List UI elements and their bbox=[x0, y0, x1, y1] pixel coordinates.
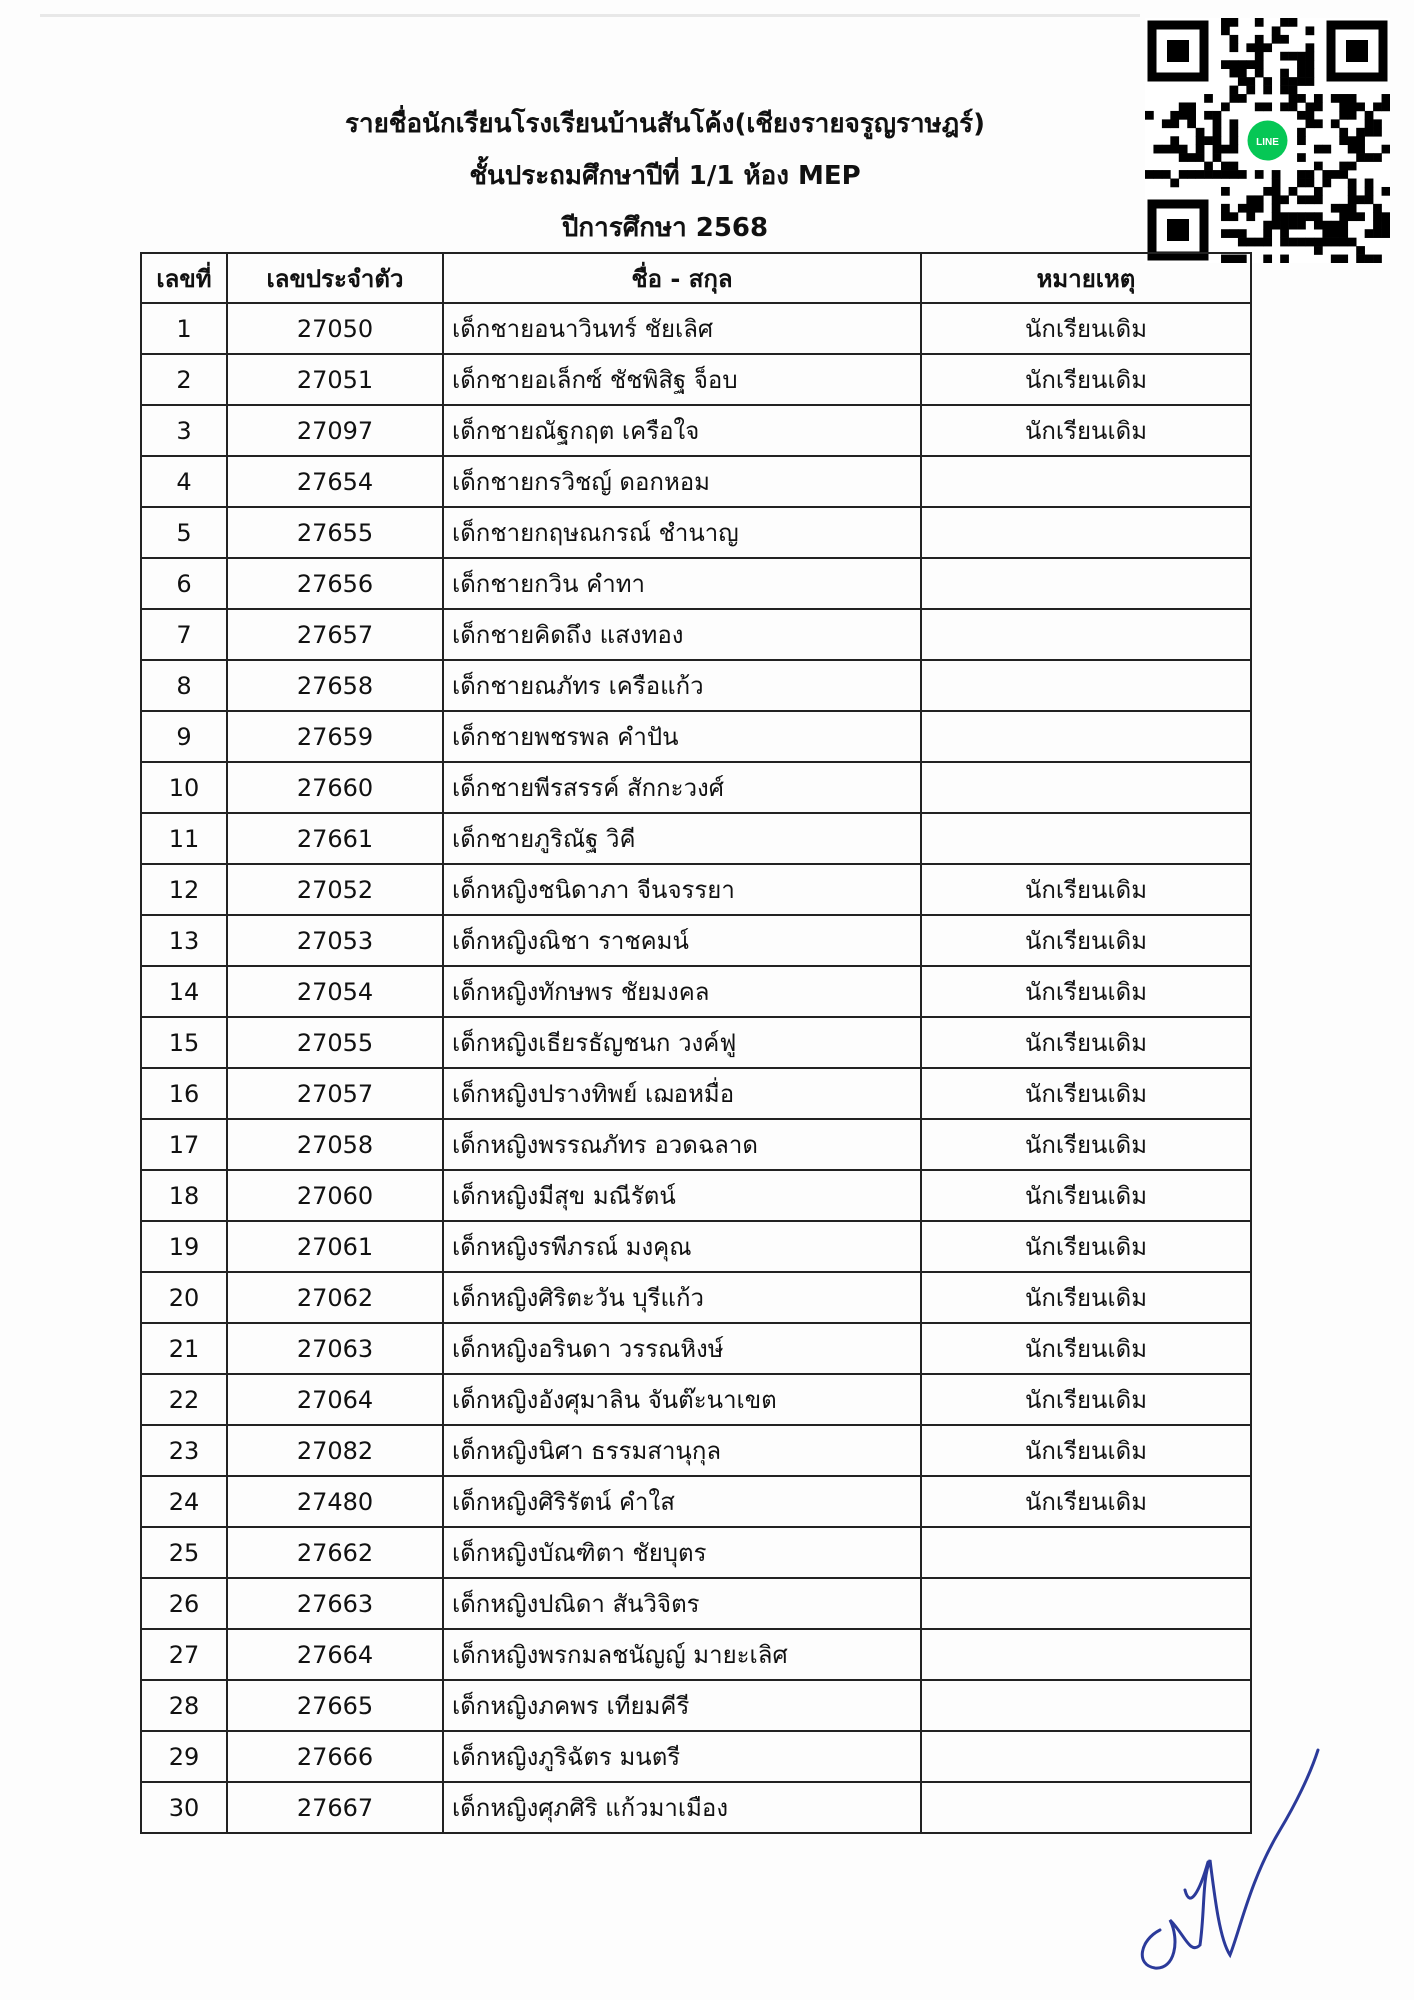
column-header-name: ชื่อ - สกุล bbox=[443, 253, 921, 303]
row-remark bbox=[921, 1578, 1251, 1629]
row-student-name: เด็กหญิงปณิดา สันวิจิตร bbox=[443, 1578, 921, 1629]
row-student-name: เด็กหญิงปรางทิพย์ เฌอหมื่อ bbox=[443, 1068, 921, 1119]
row-number: 21 bbox=[141, 1323, 227, 1374]
row-number: 4 bbox=[141, 456, 227, 507]
row-remark bbox=[921, 558, 1251, 609]
line-logo-text: LINE bbox=[1256, 137, 1279, 148]
row-student-id: 27659 bbox=[227, 711, 443, 762]
row-student-name: เด็กชายภูริณัฐ วิคี bbox=[443, 813, 921, 864]
row-number: 28 bbox=[141, 1680, 227, 1731]
row-remark: นักเรียนเดิม bbox=[921, 1119, 1251, 1170]
row-student-id: 27655 bbox=[227, 507, 443, 558]
table-row bbox=[141, 1680, 1251, 1731]
row-student-name: เด็กชายณภัทร เครือแก้ว bbox=[443, 660, 921, 711]
row-number: 24 bbox=[141, 1476, 227, 1527]
row-student-id: 27667 bbox=[227, 1782, 443, 1833]
row-student-id: 27480 bbox=[227, 1476, 443, 1527]
row-remark: นักเรียนเดิม bbox=[921, 1170, 1251, 1221]
table-row bbox=[141, 1731, 1251, 1782]
row-student-name: เด็กหญิงรพีภรณ์ มงคุณ bbox=[443, 1221, 921, 1272]
table-row bbox=[141, 660, 1251, 711]
row-student-id: 27662 bbox=[227, 1527, 443, 1578]
row-remark bbox=[921, 1527, 1251, 1578]
document-header bbox=[200, 98, 1130, 254]
table-row bbox=[141, 915, 1251, 966]
row-student-name: เด็กหญิงภูริฉัตร มนตรี bbox=[443, 1731, 921, 1782]
row-number: 22 bbox=[141, 1374, 227, 1425]
row-number: 12 bbox=[141, 864, 227, 915]
row-number: 15 bbox=[141, 1017, 227, 1068]
row-student-name: เด็กหญิงบัณฑิตา ชัยบุตร bbox=[443, 1527, 921, 1578]
row-student-name: เด็กหญิงพรรณภัทร อวดฉลาด bbox=[443, 1119, 921, 1170]
row-remark: นักเรียนเดิม bbox=[921, 1323, 1251, 1374]
table-row bbox=[141, 507, 1251, 558]
row-student-id: 27060 bbox=[227, 1170, 443, 1221]
scan-edge bbox=[40, 14, 1140, 17]
row-student-name: เด็กหญิงศิริรัตน์ คำใส bbox=[443, 1476, 921, 1527]
row-remark: นักเรียนเดิม bbox=[921, 1221, 1251, 1272]
row-student-id: 27054 bbox=[227, 966, 443, 1017]
row-remark: นักเรียนเดิม bbox=[921, 354, 1251, 405]
row-number: 17 bbox=[141, 1119, 227, 1170]
table-row bbox=[141, 1425, 1251, 1476]
row-student-id: 27658 bbox=[227, 660, 443, 711]
row-student-name: เด็กชายพีรสรรค์ สักกะวงศ์ bbox=[443, 762, 921, 813]
row-number: 30 bbox=[141, 1782, 227, 1833]
table-row bbox=[141, 1374, 1251, 1425]
row-student-id: 27097 bbox=[227, 405, 443, 456]
document-title: รายชื่อนักเรียนโรงเรียนบ้านสันโค้ง(เชียงรายจรูญราษฎร์) bbox=[345, 109, 985, 139]
row-student-name: เด็กชายพชรพล คำปัน bbox=[443, 711, 921, 762]
row-student-name: เด็กหญิงนิศา ธรรมสานุกุล bbox=[443, 1425, 921, 1476]
row-student-name: เด็กหญิงณิชา ราชคมน์ bbox=[443, 915, 921, 966]
row-student-id: 27058 bbox=[227, 1119, 443, 1170]
table-row bbox=[141, 711, 1251, 762]
row-number: 29 bbox=[141, 1731, 227, 1782]
row-student-id: 27654 bbox=[227, 456, 443, 507]
row-student-id: 27082 bbox=[227, 1425, 443, 1476]
row-student-name: เด็กหญิงอรินดา วรรณหิงษ์ bbox=[443, 1323, 921, 1374]
row-number: 19 bbox=[141, 1221, 227, 1272]
row-number: 7 bbox=[141, 609, 227, 660]
row-number: 13 bbox=[141, 915, 227, 966]
row-remark: นักเรียนเดิม bbox=[921, 966, 1251, 1017]
row-remark: นักเรียนเดิม bbox=[921, 405, 1251, 456]
row-student-id: 27660 bbox=[227, 762, 443, 813]
table-row bbox=[141, 558, 1251, 609]
row-student-name: เด็กหญิงศุภศิริ แก้วมาเมือง bbox=[443, 1782, 921, 1833]
row-student-id: 27664 bbox=[227, 1629, 443, 1680]
row-student-name: เด็กหญิงเธียรธัญชนก วงค์ฟู bbox=[443, 1017, 921, 1068]
row-number: 8 bbox=[141, 660, 227, 711]
row-student-id: 27061 bbox=[227, 1221, 443, 1272]
row-student-name: เด็กชายกรวิชญ์ ดอกหอม bbox=[443, 456, 921, 507]
row-number: 16 bbox=[141, 1068, 227, 1119]
column-header-remark: หมายเหตุ bbox=[921, 253, 1251, 303]
table-row bbox=[141, 1629, 1251, 1680]
row-number: 25 bbox=[141, 1527, 227, 1578]
column-header-number: เลขที่ bbox=[141, 253, 227, 303]
row-remark bbox=[921, 711, 1251, 762]
row-remark: นักเรียนเดิม bbox=[921, 864, 1251, 915]
table-row bbox=[141, 456, 1251, 507]
row-student-id: 27661 bbox=[227, 813, 443, 864]
row-number: 27 bbox=[141, 1629, 227, 1680]
table-row bbox=[141, 1068, 1251, 1119]
table-row bbox=[141, 762, 1251, 813]
row-remark: นักเรียนเดิม bbox=[921, 1425, 1251, 1476]
row-number: 10 bbox=[141, 762, 227, 813]
row-remark: นักเรียนเดิม bbox=[921, 1476, 1251, 1527]
student-roster-table bbox=[140, 252, 1252, 1834]
table-row bbox=[141, 1119, 1251, 1170]
row-student-id: 27064 bbox=[227, 1374, 443, 1425]
row-student-name: เด็กชายณัฐกฤต เครือใจ bbox=[443, 405, 921, 456]
row-remark bbox=[921, 507, 1251, 558]
table-header-row bbox=[141, 253, 1251, 303]
row-remark: นักเรียนเดิม bbox=[921, 303, 1251, 354]
row-remark: นักเรียนเดิม bbox=[921, 1374, 1251, 1425]
row-number: 11 bbox=[141, 813, 227, 864]
table-row bbox=[141, 609, 1251, 660]
row-remark: นักเรียนเดิม bbox=[921, 915, 1251, 966]
row-remark bbox=[921, 1680, 1251, 1731]
table-row bbox=[141, 354, 1251, 405]
row-student-name: เด็กหญิงมีสุข มณีรัตน์ bbox=[443, 1170, 921, 1221]
row-student-name: เด็กชายอนาวินทร์ ชัยเลิศ bbox=[443, 303, 921, 354]
row-student-id: 27055 bbox=[227, 1017, 443, 1068]
table-row bbox=[141, 966, 1251, 1017]
row-remark bbox=[921, 456, 1251, 507]
row-student-name: เด็กชายกวิน คำทา bbox=[443, 558, 921, 609]
table-row bbox=[141, 1017, 1251, 1068]
row-student-name: เด็กหญิงอังศุมาลิน จันต๊ะนาเขต bbox=[443, 1374, 921, 1425]
table-row bbox=[141, 813, 1251, 864]
row-student-id: 27053 bbox=[227, 915, 443, 966]
row-remark bbox=[921, 762, 1251, 813]
academic-year: ปีการศึกษา 2568 bbox=[561, 213, 769, 243]
table-row bbox=[141, 864, 1251, 915]
row-student-name: เด็กหญิงภคพร เทียมคีรี bbox=[443, 1680, 921, 1731]
row-student-id: 27057 bbox=[227, 1068, 443, 1119]
row-number: 14 bbox=[141, 966, 227, 1017]
row-student-id: 27052 bbox=[227, 864, 443, 915]
row-number: 9 bbox=[141, 711, 227, 762]
row-student-id: 27663 bbox=[227, 1578, 443, 1629]
table-row bbox=[141, 1782, 1251, 1833]
row-remark bbox=[921, 813, 1251, 864]
row-student-id: 27657 bbox=[227, 609, 443, 660]
handwritten-signature-icon bbox=[1130, 1740, 1330, 1980]
row-remark: นักเรียนเดิม bbox=[921, 1068, 1251, 1119]
row-number: 26 bbox=[141, 1578, 227, 1629]
table-row bbox=[141, 1221, 1251, 1272]
row-student-name: เด็กชายกฤษณกรณ์ ชำนาญ bbox=[443, 507, 921, 558]
table-row bbox=[141, 1323, 1251, 1374]
table-row bbox=[141, 1527, 1251, 1578]
row-student-id: 27666 bbox=[227, 1731, 443, 1782]
row-number: 23 bbox=[141, 1425, 227, 1476]
row-student-name: เด็กชายอเล็กซ์ ชัชพิสิฐ จ็อบ bbox=[443, 354, 921, 405]
row-student-id: 27656 bbox=[227, 558, 443, 609]
row-remark bbox=[921, 660, 1251, 711]
row-remark: นักเรียนเดิม bbox=[921, 1272, 1251, 1323]
row-number: 20 bbox=[141, 1272, 227, 1323]
row-student-id: 27050 bbox=[227, 303, 443, 354]
row-student-name: เด็กชายคิดถึง แสงทอง bbox=[443, 609, 921, 660]
row-number: 18 bbox=[141, 1170, 227, 1221]
table-row bbox=[141, 1476, 1251, 1527]
row-student-id: 27665 bbox=[227, 1680, 443, 1731]
row-number: 2 bbox=[141, 354, 227, 405]
row-number: 6 bbox=[141, 558, 227, 609]
row-number: 1 bbox=[141, 303, 227, 354]
row-remark bbox=[921, 609, 1251, 660]
table-row bbox=[141, 1578, 1251, 1629]
table-row bbox=[141, 405, 1251, 456]
row-student-id: 27051 bbox=[227, 354, 443, 405]
row-remark: นักเรียนเดิม bbox=[921, 1017, 1251, 1068]
row-number: 3 bbox=[141, 405, 227, 456]
row-student-name: เด็กหญิงพรกมลชนัญญ์ มายะเลิศ bbox=[443, 1629, 921, 1680]
line-qr-code-icon[interactable] bbox=[1145, 18, 1390, 263]
row-student-id: 27063 bbox=[227, 1323, 443, 1374]
row-remark bbox=[921, 1629, 1251, 1680]
row-student-name: เด็กหญิงชนิดาภา จีนจรรยา bbox=[443, 864, 921, 915]
row-number: 5 bbox=[141, 507, 227, 558]
class-subtitle: ชั้นประถมศึกษาปีที่ 1/1 ห้อง MEP bbox=[469, 161, 861, 191]
table-row bbox=[141, 1272, 1251, 1323]
table-row bbox=[141, 1170, 1251, 1221]
column-header-student-id: เลขประจำตัว bbox=[227, 253, 443, 303]
row-student-name: เด็กหญิงศิริตะวัน บุรีแก้ว bbox=[443, 1272, 921, 1323]
row-student-name: เด็กหญิงทักษพร ชัยมงคล bbox=[443, 966, 921, 1017]
row-student-id: 27062 bbox=[227, 1272, 443, 1323]
table-row bbox=[141, 303, 1251, 354]
